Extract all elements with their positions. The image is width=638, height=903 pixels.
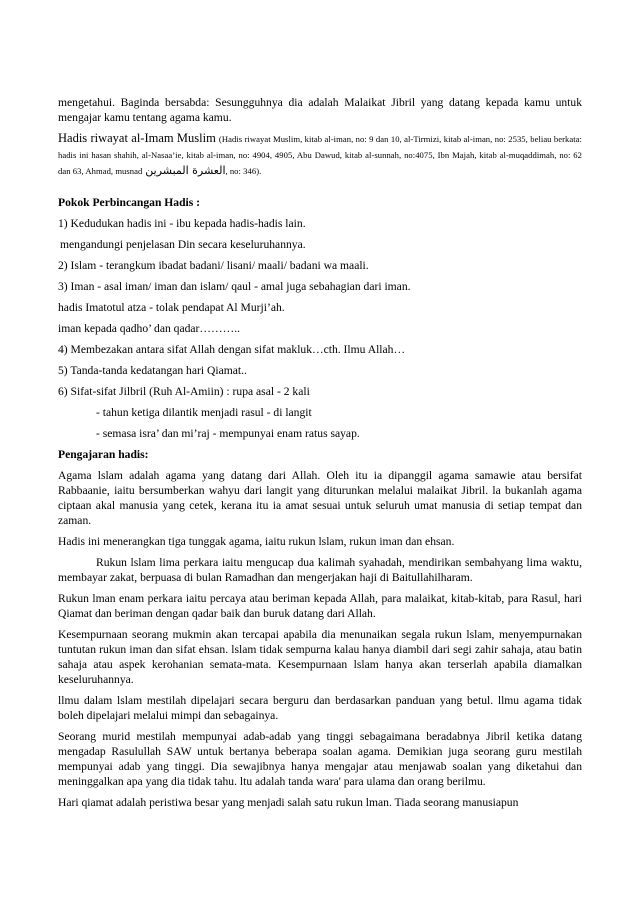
pengajaran-paragraph-3: Rukun lslam lima perkara iaitu mengucap dua kalimah syahadah, mendirikan sembahyang lima waktu, membayar zakat, berpuasa di bulan Ramadhan dan mengerjakan haji di Baitullahilharam. (58, 556, 582, 584)
pengajaran-paragraph-5: Kesempurnaan seorang mukmin akan tercapai apabila dia menunaikan segala rukun lslam, menyempurnakan tuntutan rukun iman dan sifat ehsan. lslam tidak sempurna kalau hanya diambil dari segi zahir sahaja, atau batin sahaja atau aspek kerohanian semata-mata. Kesempurnaan lslam hanya akan terserlah apabila diamalkan keseluruhannya. (58, 628, 582, 686)
pokok-item-3: 3) Iman - asal iman/ iman dan islam/ qaul - amal juga sebahagian dari iman. (58, 280, 411, 293)
pokok-item-5: 5) Tanda-tanda kedatangan hari Qiamat.. (58, 364, 247, 377)
pengajaran-paragraph-6: llmu dalam lslam mestilah dipelajari secara berguru dan berdasarkan panduan yang betul. llmu agama tidak boleh dipelajari melalui mimpi dan sebagainya. (58, 694, 582, 722)
hadis-reference-detail: (Hadis riwayat Muslim, kitab al-iman, no: 9 dan 10, al-Tirmizi, kitab al-iman, no: 2535, beliau berkata: hadis ini hasan shahih, al-Nasaa’ie, kitab al-iman, no: 4904, 4905, Abu Dawud, kitab al-sunnah, no:4075, Ibn Majah, kitab al-muqaddimah, no: 62 dan 63, Ahmad, musnad (58, 134, 582, 176)
hadis-reference-arabic: العشرة المبشرين (145, 164, 226, 177)
hadis-reference (58, 131, 582, 179)
pokok-item-1b: mengandungi penjelasan Din secara keseluruhannya. (60, 238, 306, 251)
pokok-item-6: 6) Sifat-sifat Jilbril (Ruh Al-Amiin) : rupa asal - 2 kali (58, 385, 310, 398)
pokok-heading: Pokok Perbincangan Hadis : (58, 196, 201, 209)
pokok-sub-item-1: - tahun ketiga dilantik menjadi rasul - di langit (96, 406, 312, 419)
pengajaran-paragraph-7: Seorang murid mestilah mempunyai adab-adab yang tinggi sebagaimana beradabnya Jibril ketika datang mengadap Rasulullah SAW untuk bertanya beberapa soalan agama. Demikian juga seorang guru mestilah mempunyai adab yang tinggi. Dia sewajibnya hanya mengajar atau menjawab soalan yang diketahui dan meninggalkan apa yang dia tidak tahu. ltu adalah tanda wara' para ulama dan orang berilmu. (58, 730, 582, 788)
pokok-item-1: 1) Kedudukan hadis ini - ibu kepada hadis-hadis lain. (58, 217, 306, 230)
hadis-reference-tail: , no: 346). (225, 166, 262, 176)
pengajaran-paragraph-4: Rukun lman enam perkara iaitu percaya atau beriman kepada Allah, para malaikat, kitab-kitab, para Rasul, hari Qiamat dan beriman dengan qadar baik dan buruk datang dari Allah. (58, 592, 582, 620)
pokok-item-2: 2) Islam - terangkum ibadat badani/ lisani/ maali/ badani wa maali. (58, 259, 369, 272)
pengajaran-paragraph-2: Hadis ini menerangkan tiga tunggak agama, iaitu rukun lslam, rukun iman dan ehsan. (58, 535, 455, 548)
pokok-item-4: 4) Membezakan antara sifat Allah dengan sifat makluk…cth. Ilmu Allah… (58, 343, 406, 356)
hadis-reference-lead: Hadis riwayat al-Imam Muslim (58, 131, 216, 145)
pokok-item-3c: iman kepada qadho’ dan qadar……….. (58, 322, 241, 335)
pengajaran-paragraph-8: Hari qiamat adalah peristiwa besar yang menjadi salah satu rukun lman. Tiada seorang manusiapun (58, 796, 519, 809)
pengajaran-heading: Pengajaran hadis: (58, 448, 149, 461)
intro-paragraph: mengetahui. Baginda bersabda: Sesungguhnya dia adalah Malaikat Jibril yang datang kepada kamu untuk mengajar kamu tentang agama kamu. (58, 96, 582, 124)
pengajaran-paragraph-1: Agama lslam adalah agama yang datang dari Allah. Oleh itu ia dipanggil agama samawie atau bersifat Rabbaanie, iaitu bersumberkan wahyu dari langit yang diturunkan melalui malaikat Jibril. la bukanlah agama ciptaan akal manusia yang cetek, kerana itu ia amat sesuai untuk seluruh umat manusia di setiap tempat dan zaman. (58, 469, 582, 527)
pokok-item-3b: hadis Imatotul atza - tolak pendapat Al Murji’ah. (58, 301, 285, 314)
document-page (58, 95, 582, 810)
pokok-sub-item-2: - semasa isra’ dan mi’raj - mempunyai enam ratus sayap. (96, 427, 360, 440)
